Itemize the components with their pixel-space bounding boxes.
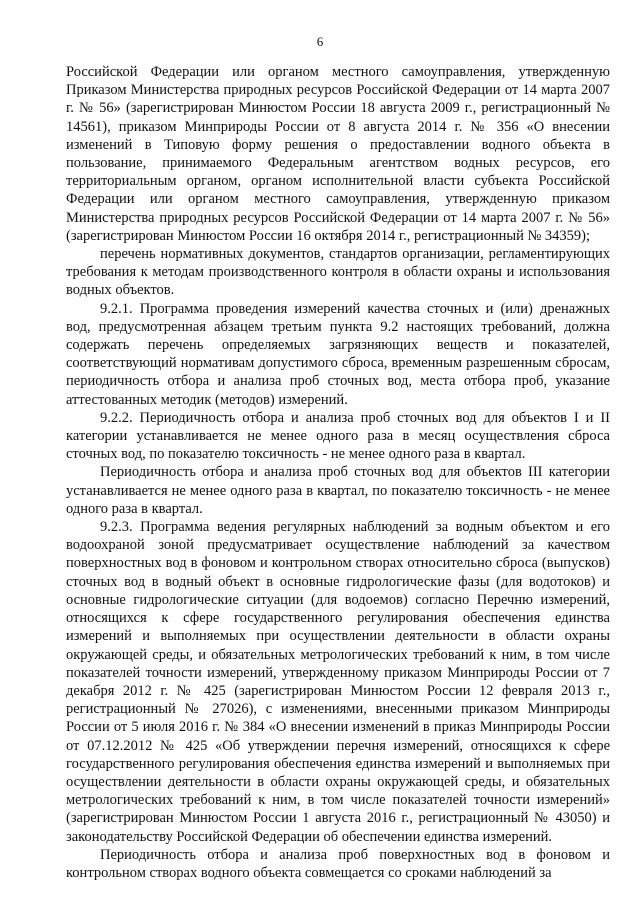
paragraph-category-iii: Периодичность отбора и анализа проб сточных вод для объектов III категории устанавливается не менее одного раза в квартал, по показателю токсичность - не менее одного раза в квартал. — [66, 464, 610, 517]
page-number: 6 — [316, 34, 324, 49]
paragraph-surface-water-sampling: Периодичность отбора и анализа проб поверхностных вод в фоновом и контрольном створах водного объекта совмещается со сроками наблюдений за — [66, 846, 610, 881]
paragraph-continuation: Российской Федерации или органом местного самоуправления, утвержденную Приказом Министерства природных ресурсов Российской Федерации от 14 марта 2007 г. № 56» (зарегистрирован Минюстом России 18 августа 2009 г., регистрационный № 14561), приказом Минприроды России от 8 августа 2014 г. № 356 «О внесении изменений в Типовую форму решения о предоставлении водного объекта в пользование, принимаемого Федеральным агентством водных ресурсов, его территориальным органом, органом исполнительной власти субъекта Российской Федерации или органом местного самоуправления, утвержденную приказом Министерства природных ресурсов Российской Федерации от 14 марта 2007 г. № 56» (зарегистрирован Минюстом России 16 октября 2014 г., регистрационный № 34359); — [66, 64, 610, 244]
paragraph-9-2-2: 9.2.2. Периодичность отбора и анализа проб сточных вод для объектов I и II категории устанавливается не менее одного раза в месяц осуществления сброса сточных вод, по показателю токсичность - не менее одного раза в квартал. — [66, 409, 610, 463]
paragraph-9-2-1: 9.2.1. Программа проведения измерений качества сточных и (или) дренажных вод, предусмотренная абзацем третьим пункта 9.2 настоящих требований, должна содержать перечень определяемых загрязняющих веществ и показателей, соответствующий нормативам допустимого сброса, временным разрешенным сбросам, периодичность отбора и анализа проб сточных вод, места отбора проб, указание аттестованных методик (методов) измерений. — [66, 300, 610, 408]
document-body — [66, 63, 610, 882]
paragraph-9-2-3: 9.2.3. Программа ведения регулярных наблюдений за водным объектом и его водоохраной зоной предусматривает осуществление наблюдений за качеством поверхностных вод в фоновом и контрольном створах относительно сброса (выпусков) сточных вод в водный объект в основные гидрологические фазы (для водотоков) и основные гидрологические ситуации (для водоемов) согласно Перечню измерений, относящихся к сфере государственного регулирования обеспечения единства измерений и выполняемых при осуществлении деятельности в области охраны окружающей среды, и обязательных метрологических требований к ним, в том числе показателей точности измерений, утвержденному приказом Минприроды России от 7 декабря 2012 г. № 425 (зарегистрирован Минюстом России 12 февраля 2013 г., регистрационный № 27026), с изменениями, внесенными приказом Минприроды России от 5 июля 2016 г. № 384 «О внесении изменений в приказ Минприроды России от 07.12.2012 № 425 «Об утверждении перечня измерений, относящихся к сфере государственного регулирования обеспечения единства измерений и выполняемых при осуществлении деятельности в области охраны окружающей среды, и обязательных метрологических требований к ним, в том числе показателей точности измерений» (зарегистрирован Минюстом России 1 августа 2016 г., регистрационный № 43050) и законодательству Российской Федерации об обеспечении единства измерений. — [66, 519, 610, 845]
paragraph-standards-list: перечень нормативных документов, стандартов организации, регламентирующих требования к методам производственного контроля в области охраны и использования водных объектов. — [66, 246, 610, 299]
